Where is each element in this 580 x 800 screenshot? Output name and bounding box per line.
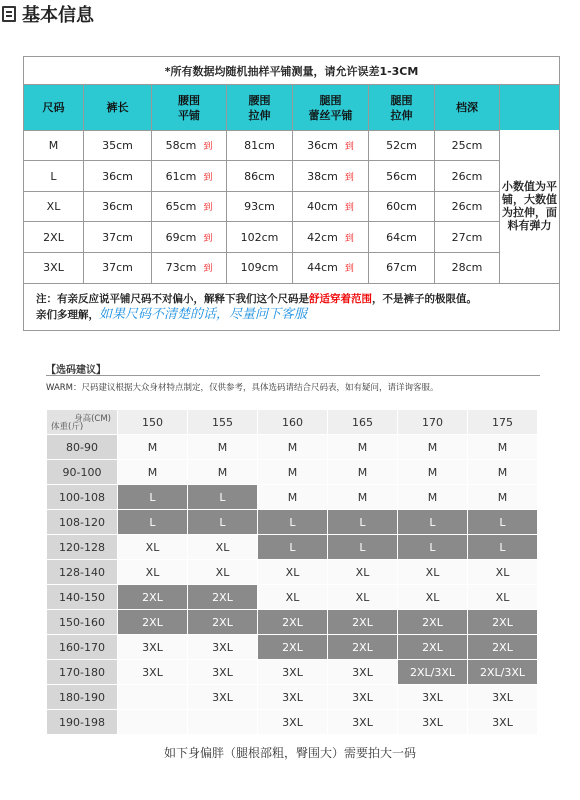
to-label: 到 — [203, 264, 213, 275]
size-cell: M — [258, 435, 328, 460]
corner-weight-label: 体重(斤) — [51, 422, 84, 432]
size-cell: M — [398, 460, 468, 485]
size-cell: 3XL — [188, 660, 258, 685]
section-title: 基本信息 — [22, 5, 94, 26]
size-cell: 3XL — [188, 685, 258, 710]
col-leg-flat-header: 腿围 蕾丝平铺 — [293, 85, 369, 130]
size-cell: 3XL — [328, 685, 398, 710]
grid-corner — [47, 410, 118, 435]
footer-tip: 如下身偏胖（腿根部粗，臀围大）需要拍大一码 — [163, 746, 416, 760]
height-header: 155 — [188, 410, 258, 435]
leg-stretch-cell: 67cm — [369, 252, 435, 283]
size-cell: XL — [468, 585, 538, 610]
weight-label: 120-128 — [47, 535, 118, 560]
table-row — [24, 161, 560, 192]
size-cell: XL — [468, 560, 538, 585]
rise-cell: 26cm — [435, 191, 500, 222]
weight-label: 160-170 — [47, 635, 118, 660]
waist-flat-cell: 61cm 到 — [152, 161, 227, 192]
side-note: 小数值为平铺，大数值为拉伸，面料有弹力 — [500, 130, 560, 283]
leg-stretch-cell: 60cm — [369, 191, 435, 222]
corner-height-label: 身高(CM) — [74, 414, 111, 424]
size-cell: L — [258, 510, 328, 535]
size-cell: 2XL — [468, 635, 538, 660]
size-cell: M — [118, 460, 188, 485]
weight-label: 90-100 — [47, 460, 118, 485]
table-row — [24, 130, 560, 161]
waist-flat-cell: 69cm 到 — [152, 222, 227, 253]
size-cell: 2XL — [328, 610, 398, 635]
size-cell: M — [468, 435, 538, 460]
size-cell: 2XL — [118, 585, 188, 610]
size-cell: 3XL — [328, 710, 398, 735]
rise-cell: 27cm — [435, 222, 500, 253]
table-row — [24, 222, 560, 253]
size-cell: 3XL — [258, 660, 328, 685]
size-cell: 2XL — [398, 635, 468, 660]
size-cell: 3XL — [398, 685, 468, 710]
col-leg-stretch-header: 腿围 拉伸 — [369, 85, 435, 130]
size-cell: L — [468, 535, 538, 560]
weight-label: 128-140 — [47, 560, 118, 585]
leg-flat-cell: 40cm 到 — [293, 191, 369, 222]
size-cell: 3XL — [188, 635, 258, 660]
divider — [46, 375, 540, 376]
size-cell: 2XL — [188, 585, 258, 610]
size-cell: L — [468, 510, 538, 535]
to-label: 到 — [344, 203, 354, 214]
size-cell: 3XL — [398, 710, 468, 735]
size-cell: 3XL — [118, 660, 188, 685]
waist-flat-cell: 65cm 到 — [152, 191, 227, 222]
size-cell: 2XL/3XL — [398, 660, 468, 685]
size-cell: 2XL — [398, 610, 468, 635]
to-label: 到 — [344, 264, 354, 275]
size-cell: M — [398, 485, 468, 510]
length-cell: 37cm — [84, 252, 152, 283]
leg-stretch-cell: 64cm — [369, 222, 435, 253]
size-cell: 3XL — [258, 685, 328, 710]
size-cell: XL — [328, 585, 398, 610]
weight-label: 180-190 — [47, 685, 118, 710]
section-header — [2, 2, 94, 26]
height-header: 150 — [118, 410, 188, 435]
col-waist-stretch-header: 腰围 拉伸 — [227, 85, 293, 130]
size-cell: XL — [258, 585, 328, 610]
to-label: 到 — [203, 172, 213, 183]
weight-label: 80-90 — [47, 435, 118, 460]
size-cell: L — [398, 535, 468, 560]
warm-text: WARM：尺码建议根据大众身材特点制定，仅供参考，具体选码请结合尺码表，如有疑问，请详询客服。 — [46, 383, 439, 393]
to-label: 到 — [344, 172, 354, 183]
col-size-header: 尺码 — [24, 85, 84, 130]
size-cell: M — [24, 130, 84, 161]
weight-label: 140-150 — [47, 585, 118, 610]
document-icon — [2, 6, 16, 22]
size-cell: XL — [398, 560, 468, 585]
leg-flat-cell: 44cm 到 — [293, 252, 369, 283]
size-cell: XL — [118, 535, 188, 560]
size-cell: L — [24, 161, 84, 192]
measure-notice: *所有数据均随机抽样平铺测量，请允许误差1-3CM — [24, 57, 560, 85]
size-cell: M — [328, 435, 398, 460]
to-label: 到 — [344, 142, 354, 153]
size-cell: M — [258, 460, 328, 485]
size-cell: M — [118, 435, 188, 460]
size-cell — [118, 710, 188, 735]
size-cell: XL — [24, 191, 84, 222]
col-length-header: 裤长 — [84, 85, 152, 130]
to-label: 到 — [203, 233, 213, 244]
size-cell: 2XL — [24, 222, 84, 253]
size-cell: 2XL — [188, 610, 258, 635]
size-cell: L — [258, 535, 328, 560]
col-note-header — [500, 85, 560, 130]
length-cell: 36cm — [84, 161, 152, 192]
size-cell: 2XL — [468, 610, 538, 635]
col-rise-header: 档深 — [435, 85, 500, 130]
weight-label: 190-198 — [47, 710, 118, 735]
size-cell: XL — [188, 535, 258, 560]
leg-stretch-cell: 52cm — [369, 130, 435, 161]
size-cell: XL — [188, 560, 258, 585]
rise-cell: 25cm — [435, 130, 500, 161]
recommend-heading: 【选码建议】 — [46, 365, 106, 376]
size-cell: M — [468, 485, 538, 510]
waist-stretch-cell: 93cm — [227, 191, 293, 222]
weight-label: 100-108 — [47, 485, 118, 510]
size-cell: L — [188, 485, 258, 510]
size-cell: 3XL — [328, 660, 398, 685]
size-cell: 2XL — [258, 635, 328, 660]
waist-stretch-cell: 102cm — [227, 222, 293, 253]
length-cell: 37cm — [84, 222, 152, 253]
size-cell: M — [398, 435, 468, 460]
height-header: 175 — [468, 410, 538, 435]
size-cell: XL — [258, 560, 328, 585]
size-cell: 2XL — [328, 635, 398, 660]
size-cell: M — [188, 460, 258, 485]
size-cell: M — [328, 485, 398, 510]
waist-flat-cell: 58cm 到 — [152, 130, 227, 161]
weight-label: 170-180 — [47, 660, 118, 685]
to-label: 到 — [203, 203, 213, 214]
size-cell: XL — [398, 585, 468, 610]
size-cell: M — [468, 460, 538, 485]
length-cell: 36cm — [84, 191, 152, 222]
size-cell: XL — [118, 560, 188, 585]
height-header: 170 — [398, 410, 468, 435]
waist-stretch-cell: 109cm — [227, 252, 293, 283]
size-cell: 3XL — [24, 252, 84, 283]
waist-flat-cell: 73cm 到 — [152, 252, 227, 283]
leg-flat-cell: 36cm 到 — [293, 130, 369, 161]
rise-cell: 26cm — [435, 161, 500, 192]
size-cell: 2XL/3XL — [468, 660, 538, 685]
size-recommend-grid — [47, 410, 538, 735]
height-header: 165 — [328, 410, 398, 435]
size-cell: M — [328, 460, 398, 485]
size-cell: 3XL — [118, 635, 188, 660]
weight-label: 150-160 — [47, 610, 118, 635]
leg-flat-cell: 42cm 到 — [293, 222, 369, 253]
to-label: 到 — [203, 142, 213, 153]
size-cell: L — [328, 510, 398, 535]
size-cell: L — [118, 510, 188, 535]
size-cell: 3XL — [258, 710, 328, 735]
size-cell — [118, 685, 188, 710]
size-cell: L — [188, 510, 258, 535]
table-header-row — [24, 85, 560, 130]
size-cell: XL — [328, 560, 398, 585]
length-cell: 35cm — [84, 130, 152, 161]
weight-label: 108-120 — [47, 510, 118, 535]
size-cell: M — [258, 485, 328, 510]
size-cell — [188, 710, 258, 735]
size-cell: 3XL — [468, 710, 538, 735]
rise-cell: 28cm — [435, 252, 500, 283]
to-label: 到 — [344, 233, 354, 244]
size-table — [23, 56, 560, 331]
size-note: 注：有亲反应说平铺尺码不对偏小，解释下我们这个尺码是舒适穿着范围，不是裤子的极限值。 亲们多理解，如果尺码不清楚的话，尽量问下客服 — [24, 283, 560, 330]
size-cell: L — [118, 485, 188, 510]
waist-stretch-cell: 81cm — [227, 130, 293, 161]
table-row — [24, 191, 560, 222]
waist-stretch-cell: 86cm — [227, 161, 293, 192]
col-waist-flat-header: 腰围 平铺 — [152, 85, 227, 130]
size-cell: L — [328, 535, 398, 560]
table-row — [24, 252, 560, 283]
size-cell: 2XL — [258, 610, 328, 635]
leg-stretch-cell: 56cm — [369, 161, 435, 192]
size-cell: L — [398, 510, 468, 535]
leg-flat-cell: 38cm 到 — [293, 161, 369, 192]
size-cell: M — [188, 435, 258, 460]
height-header: 160 — [258, 410, 328, 435]
size-cell: 3XL — [468, 685, 538, 710]
size-cell: 2XL — [118, 610, 188, 635]
